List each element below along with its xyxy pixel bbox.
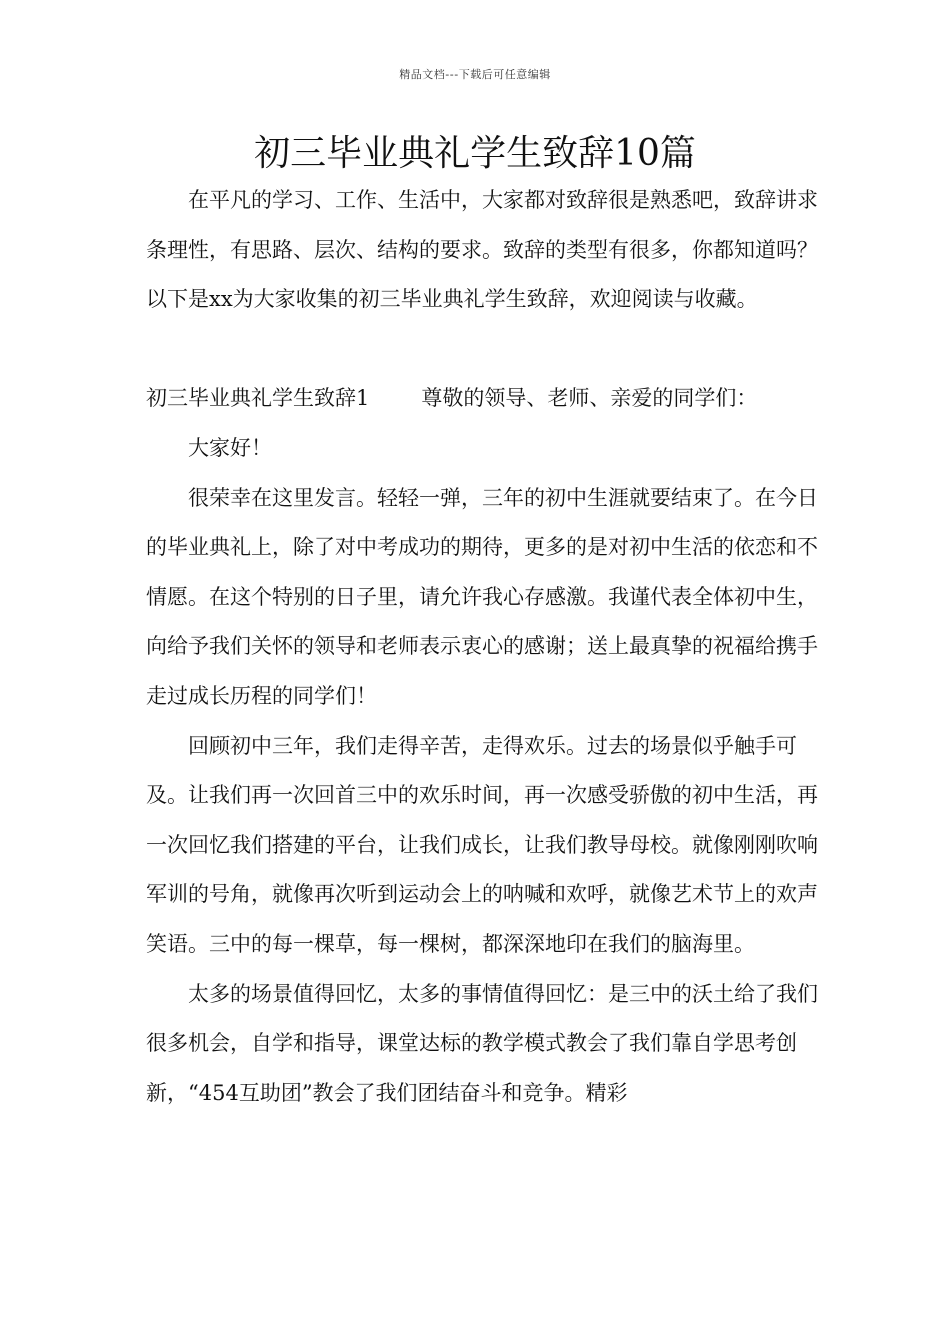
- greeting: 大家好！: [188, 435, 272, 460]
- document-body: [146, 176, 818, 1118]
- document-title: 初三毕业典礼学生致辞10篇: [254, 133, 696, 174]
- body-paragraph-1: 很荣幸在这里发言。轻轻一弹，三年的初中生涯就要结束了。在今日的毕业典礼上，除了对中考成功的期待，更多的是对初中生活的依恋和不情愿。在这个特别的日子里，请允许我心存感激。我谨代表全体初中生，向给予我们关怀的领导和老师表示衷心的感谢；送上最真挚的祝福给携手走过成长历程的同学们！: [146, 485, 818, 708]
- header-note: 精品文档---下载后可任意编辑: [399, 68, 551, 81]
- section-heading: [146, 374, 818, 424]
- salutation: 尊敬的领导、老师、亲爱的同学们：: [421, 386, 758, 411]
- intro-paragraph: 在平凡的学习、工作、生活中，大家都对致辞很是熟悉吧，致辞讲求条理性，有思路、层次、结构的要求。致辞的类型有很多，你都知道吗？以下是xx为大家收集的初三毕业典礼学生致辞，欢迎阅读与收藏。: [146, 188, 818, 312]
- paragraph-gap: [146, 325, 818, 375]
- body-paragraph-2: 回顾初中三年，我们走得辛苦，走得欢乐。过去的场景似乎触手可及。让我们再一次回首三中的欢乐时间，再一次感受骄傲的初中生活，再一次回忆我们搭建的平台，让我们成长，让我们教导母校。就像刚刚吹响军训的号角，就像再次听到运动会上的呐喊和欢呼，就像艺术节上的欢声笑语。三中的每一棵草，每一棵树，都深深地印在我们的脑海里。: [146, 733, 818, 956]
- body-paragraph-3: 太多的场景值得回忆，太多的事情值得回忆：是三中的沃土给了我们很多机会，自学和指导，课堂达标的教学模式教会了我们靠自学思考创新，“454互助团”教会了我们团结奋斗和竞争。精彩: [146, 981, 818, 1105]
- section-title: 初三毕业典礼学生致辞1: [146, 386, 370, 411]
